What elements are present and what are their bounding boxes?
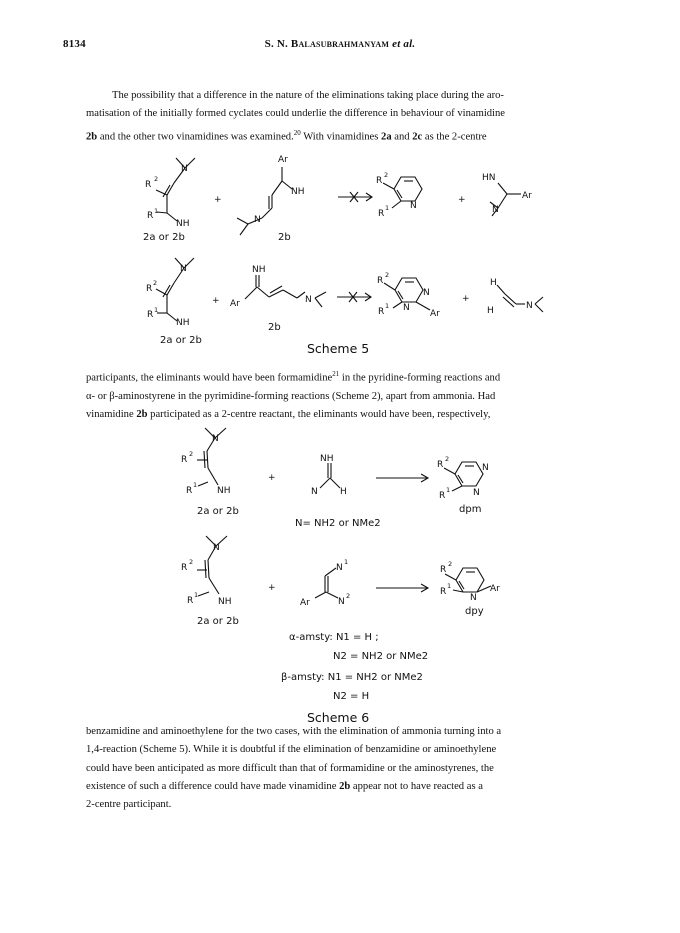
svg-text:2: 2 — [154, 175, 159, 183]
reaction-arrow-2 — [376, 584, 428, 592]
paragraph-1-line-2: matisation of the initially formed cyclates could underlie the difference in behaviour of vinamidine — [86, 108, 506, 120]
svg-text:Ar: Ar — [430, 309, 440, 319]
scheme6-label-2a-or-2b-row2: 2a or 2b — [197, 616, 239, 627]
svg-text:N: N — [254, 215, 261, 225]
svg-text:1: 1 — [154, 306, 159, 314]
svg-text:H: H — [490, 278, 497, 288]
n-definition: N= NH2 or NMe2 — [295, 518, 381, 529]
svg-text:1: 1 — [344, 558, 349, 566]
dpm-label: dpm — [459, 504, 482, 515]
svg-text:NH: NH — [217, 486, 231, 496]
svg-text:2: 2 — [189, 558, 194, 566]
blocked-arrow-1 — [338, 192, 372, 202]
paragraph-3-line-1: benzamidine and aminoethylene for the two cases, with the elimination of ammonia turning into a — [86, 726, 502, 737]
beta-amsty-line-1: β-amsty: N1 = NH2 or NMe2 — [281, 672, 423, 683]
svg-text:N: N — [526, 301, 533, 311]
svg-text:1: 1 — [193, 481, 198, 489]
scheme5-label-2a-or-2b-row2: 2a or 2b — [160, 335, 202, 346]
scheme-5-title: Scheme 5 — [307, 341, 370, 356]
aminoethylene-eliminant — [487, 278, 543, 316]
svg-text:N: N — [423, 288, 430, 298]
scheme5-label-2b-row2: 2b — [268, 322, 281, 333]
svg-text:1: 1 — [154, 207, 159, 215]
svg-text:R: R — [147, 211, 154, 221]
reaction-arrow-1 — [376, 474, 428, 482]
svg-text:1: 1 — [446, 486, 451, 494]
svg-text:R: R — [376, 176, 383, 186]
svg-text:R: R — [181, 563, 188, 573]
svg-text:N: N — [180, 264, 187, 274]
svg-text:R: R — [187, 596, 194, 606]
ref-20: 20 — [293, 128, 301, 137]
pyrimidine-product-dpm — [437, 455, 489, 501]
svg-text:N: N — [305, 295, 312, 305]
svg-text:Ar: Ar — [300, 598, 310, 608]
svg-text:NH: NH — [176, 318, 190, 328]
svg-text:R: R — [440, 565, 447, 575]
vinamidine-2b-structure — [237, 155, 305, 235]
page-number: 8134 — [63, 38, 86, 50]
svg-text:N: N — [492, 205, 499, 215]
svg-text:Ar: Ar — [230, 299, 240, 309]
running-head-authors: S. N. Balasubrahmanyam — [264, 38, 390, 50]
svg-text:R: R — [181, 455, 188, 465]
svg-text:R: R — [378, 209, 385, 219]
svg-text:N: N — [473, 488, 480, 498]
scheme-6 — [0, 418, 680, 728]
svg-text:2: 2 — [346, 592, 351, 600]
svg-text:N: N — [410, 201, 417, 211]
svg-text:R: R — [186, 486, 193, 496]
alpha-amsty-line-2: N2 = NH2 or NMe2 — [333, 651, 429, 662]
blocked-arrow-2 — [337, 292, 371, 302]
scheme6-label-2a-or-2b-row1: 2a or 2b — [197, 506, 239, 517]
svg-text:N: N — [181, 164, 188, 174]
plus-sign: + — [462, 294, 470, 304]
svg-text:R: R — [146, 284, 153, 294]
svg-text:H: H — [487, 306, 494, 316]
svg-text:1: 1 — [194, 591, 199, 599]
svg-text:Ar: Ar — [522, 191, 532, 201]
running-head — [0, 38, 680, 50]
svg-text:1: 1 — [447, 582, 452, 590]
paragraph-1 — [86, 87, 612, 146]
vinamidine-structure-3 — [181, 428, 231, 496]
alpha-amsty-line-1: α-amsty: N1 = H ; — [289, 632, 379, 643]
paragraph-1-line-1: The possibility that a difference in the nature of the eliminations taking place during the aro- — [112, 90, 504, 101]
svg-text:NH: NH — [176, 219, 190, 229]
vinamidine-structure-1 — [145, 158, 195, 229]
pyridine-product-dpy — [440, 560, 500, 603]
plus-sign: + — [212, 296, 220, 306]
pyrimidine-product — [377, 271, 440, 319]
paragraph-2-line-1: participants, the eliminants would have been formamidine$^{21}$ in the pyridine-forming reactions and — [86, 370, 501, 384]
svg-text:R: R — [437, 460, 444, 470]
svg-text:2: 2 — [445, 455, 450, 463]
svg-text:N: N — [482, 463, 489, 473]
svg-text:N: N — [403, 303, 410, 313]
svg-text:N: N — [336, 563, 343, 573]
paragraph-3-line-5: 2-centre participant. — [86, 799, 172, 811]
paragraph-3-line-2: 1,4-reaction (Scheme 5). While it is doubtful if the elimination of benzamidine or aminoethylene — [86, 744, 497, 756]
svg-text:1: 1 — [385, 302, 390, 310]
svg-text:N: N — [213, 543, 220, 553]
scheme-5 — [0, 150, 680, 360]
svg-text:2: 2 — [384, 171, 389, 179]
ref-21: 21 — [332, 370, 340, 378]
svg-text:N: N — [311, 487, 318, 497]
vinamidine-2b-structure-2 — [230, 265, 326, 309]
plus-sign: + — [268, 473, 276, 483]
paragraph-3-line-3: could have been anticipated as more difficult than that of formamidine or the aminostyrenes, the — [86, 762, 494, 774]
svg-text:NH: NH — [252, 265, 266, 275]
svg-text:NH: NH — [218, 597, 232, 607]
paragraph-3 — [86, 723, 612, 814]
plus-sign: + — [458, 195, 466, 205]
svg-text:R: R — [145, 180, 152, 190]
vinamidine-structure-2 — [146, 258, 194, 328]
svg-text:R: R — [440, 587, 447, 597]
dpy-label: dpy — [465, 606, 484, 617]
svg-text:NH: NH — [291, 187, 305, 197]
svg-text:R: R — [378, 307, 385, 317]
paragraph-2-line-3: vinamidine 2b participated as a 2-centre reactant, the eliminants would have been, respectively, — [86, 409, 491, 421]
svg-text:R: R — [377, 276, 384, 286]
scheme-6-title: Scheme 6 — [307, 710, 370, 725]
vinamidine-structure-4 — [181, 536, 232, 607]
scheme5-label-2b-row1: 2b — [278, 232, 291, 243]
svg-text:N: N — [470, 593, 477, 603]
paragraph-3-line-4: existence of such a difference could have made vinamidine 2b appear not to have reacted as a — [86, 780, 483, 792]
svg-text:N: N — [338, 597, 345, 607]
svg-text:Ar: Ar — [278, 155, 288, 165]
pyridine-product — [376, 171, 422, 219]
plus-sign: + — [268, 583, 276, 593]
svg-text:N: N — [212, 434, 219, 444]
formamidine-reactant — [311, 454, 347, 497]
running-head-et-al: et al. — [392, 38, 416, 50]
svg-text:NH: NH — [320, 454, 334, 464]
svg-text:R: R — [147, 310, 154, 320]
aminostyrene-reactant — [300, 558, 350, 608]
svg-text:1: 1 — [385, 204, 390, 212]
svg-text:R: R — [439, 491, 446, 501]
svg-text:Ar: Ar — [490, 584, 500, 594]
svg-text:2: 2 — [448, 560, 453, 568]
paragraph-1-line-3: 2b and the other two vinamidines was examined.$^{20}$ With vinamidines 2a and 2c as the 2-centre — [86, 128, 487, 143]
plus-sign: + — [214, 195, 222, 205]
benzamidine-eliminant — [482, 173, 532, 216]
svg-text:HN: HN — [482, 173, 496, 183]
svg-text:2: 2 — [189, 450, 194, 458]
paragraph-2 — [86, 365, 612, 424]
svg-text:2: 2 — [385, 271, 390, 279]
svg-text:2: 2 — [153, 279, 158, 287]
paragraph-2-line-2: α- or β-aminostyrene in the pyrimidine-forming reactions (Scheme 2), apart from ammonia. Had — [86, 390, 496, 402]
beta-amsty-line-2: N2 = H — [333, 691, 370, 702]
svg-text:H: H — [340, 487, 347, 497]
scheme5-label-2a-or-2b-row1: 2a or 2b — [143, 232, 185, 243]
